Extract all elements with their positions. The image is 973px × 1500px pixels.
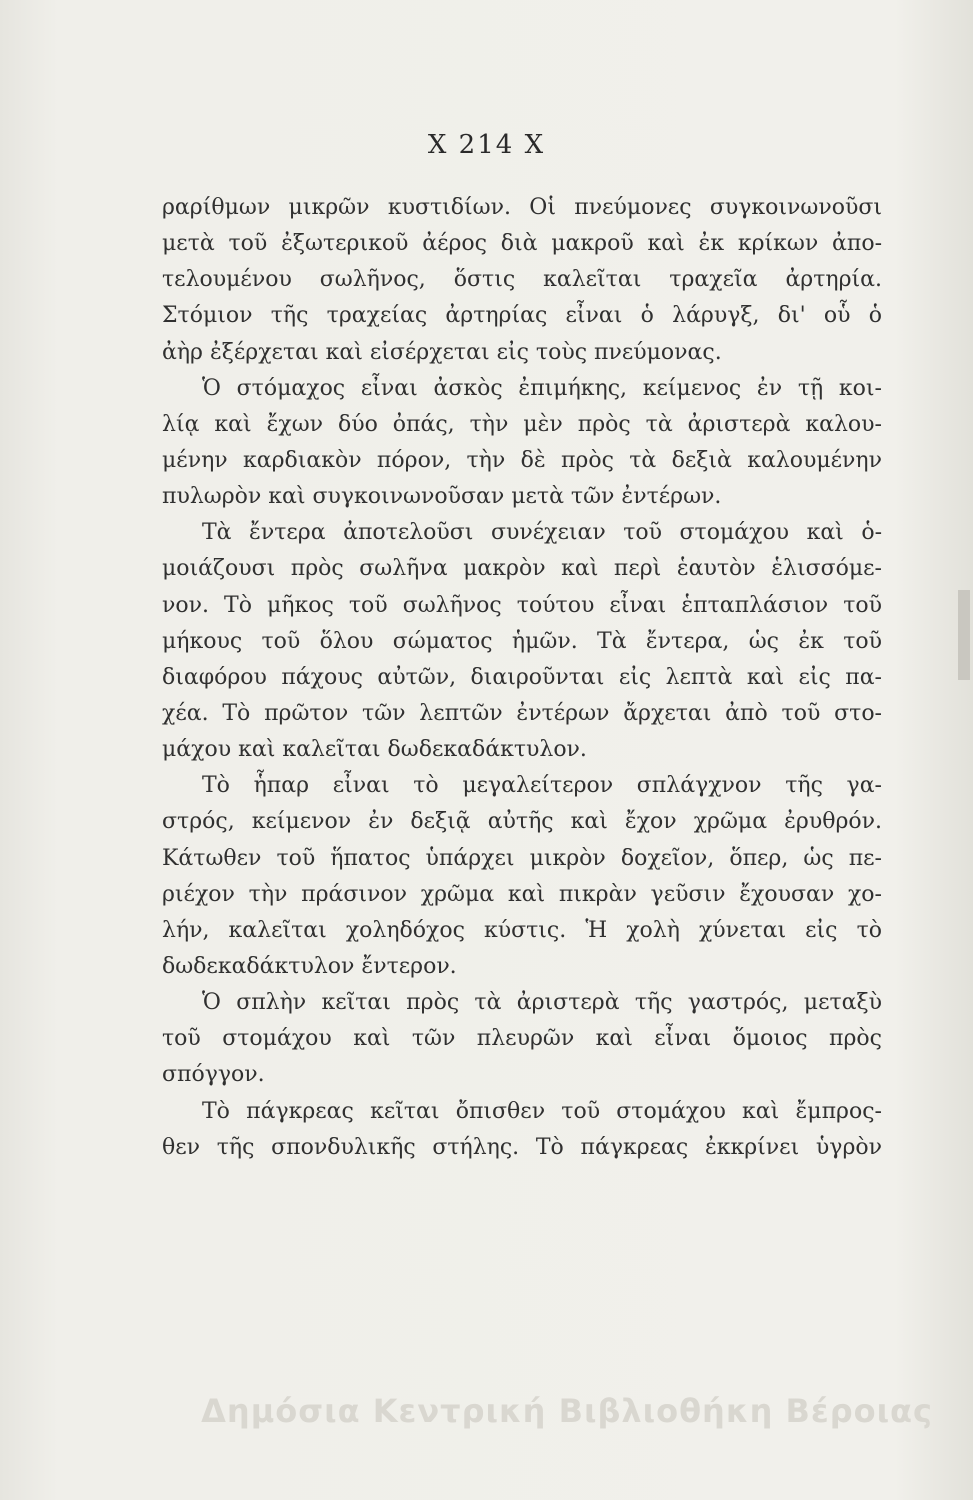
- text-line: Τὸ ἧπαρ εἶναι τὸ μεγαλείτερον σπλάγχνον τῆς γα-: [202, 773, 882, 799]
- text-line: μάχου καὶ καλεῖται δωδεκαδάκτυλον.: [162, 737, 587, 763]
- page-body-text: [162, 190, 882, 1166]
- text-line: τοῦ στομάχου καὶ τῶν πλευρῶν καὶ εἶναι ὅμοιος πρὸς: [162, 1026, 882, 1052]
- text-line: θεν τῆς σπονδυλικῆς στήλης. Τὸ πάγκρεας ἐκκρίνει ὑγρὸν: [162, 1134, 882, 1160]
- library-watermark: Δημόσια Κεντρική Βιβλιοθήκη Βέροιας: [201, 1392, 933, 1430]
- text-line: μοιάζουσι πρὸς σωλῆνα μακρὸν καὶ περὶ ἑαυτὸν ἑλισσόμε-: [162, 556, 882, 582]
- text-line: πυλωρὸν καὶ συγκοινωνοῦσαν μετὰ τῶν ἐντέρων.: [162, 484, 722, 510]
- text-line: λίᾳ καὶ ἔχων δύο ὀπάς, τὴν μὲν πρὸς τὰ ἀριστερὰ καλου-: [162, 411, 882, 437]
- text-line: μήκους τοῦ ὅλου σώματος ἡμῶν. Τὰ ἔντερα, ὡς ἐκ τοῦ: [162, 628, 882, 654]
- text-line: δωδεκαδάκτυλον ἔντερον.: [162, 953, 457, 979]
- text-line: λήν, καλεῖται χοληδόχος κύστις. Ἡ χολὴ χύνεται εἰς τὸ: [162, 917, 882, 943]
- text-line: ἀὴρ ἐξέρχεται καὶ εἰσέρχεται εἰς τοὺς πνεύμονας.: [162, 339, 722, 365]
- text-line: στρός, κείμενον ἐν δεξιᾷ αὐτῆς καὶ ἔχον χρῶμα ἐρυθρόν.: [162, 809, 882, 835]
- text-line: μένην καρδιακὸν πόρον, τὴν δὲ πρὸς τὰ δεξιὰ καλουμένην: [162, 447, 882, 473]
- page-number-header: Χ 214 Χ: [427, 130, 546, 160]
- text-line: τελουμένου σωλῆνος, ὅστις καλεῖται τραχεῖα ἀρτηρία.: [162, 267, 882, 293]
- text-line: Τὰ ἔντερα ἀποτελοῦσι συνέχειαν τοῦ στομάχου καὶ ὁ-: [202, 520, 882, 546]
- text-line: Κάτωθεν τοῦ ἥπατος ὑπάρχει μικρὸν δοχεῖον, ὅπερ, ὡς πε-: [162, 845, 882, 871]
- text-line: χέα. Τὸ πρῶτον τῶν λεπτῶν ἐντέρων ἄρχεται ἀπὸ τοῦ στο-: [162, 700, 882, 726]
- text-line: ριέχον τὴν πράσινον χρῶμα καὶ πικρὰν γεῦσιν ἔχουσαν χο-: [162, 881, 882, 907]
- text-line: σπόγγον.: [162, 1062, 265, 1088]
- text-line: ραρίθμων μικρῶν κυστιδίων. Οἱ πνεύμονες συγκοινωνοῦσι: [162, 195, 882, 220]
- text-line: νον. Τὸ μῆκος τοῦ σωλῆνος τούτου εἶναι ἑπταπλάσιον τοῦ: [162, 592, 882, 618]
- text-line: μετὰ τοῦ ἐξωτερικοῦ ἀέρος διὰ μακροῦ καὶ ἐκ κρίκων ἀπο-: [162, 231, 882, 257]
- page-edge-shadow: [958, 590, 970, 680]
- text-line: Ὁ στόμαχος εἶναι ἀσκὸς ἐπιμήκης, κείμενος ἐν τῇ κοι-: [202, 375, 882, 401]
- text-line: Ὁ σπλὴν κεῖται πρὸς τὰ ἀριστερὰ τῆς γαστρός, μεταξὺ: [202, 990, 882, 1016]
- text-line: Στόμιον τῆς τραχείας ἀρτηρίας εἶναι ὁ λάρυγξ, δι' οὗ ὁ: [162, 303, 882, 329]
- text-line: Τὸ πάγκρεας κεῖται ὄπισθεν τοῦ στομάχου καὶ ἔμπρος-: [202, 1098, 882, 1124]
- text-line: διαφόρου πάχους αὐτῶν, διαιροῦνται εἰς λεπτὰ καὶ εἰς πα-: [162, 664, 882, 690]
